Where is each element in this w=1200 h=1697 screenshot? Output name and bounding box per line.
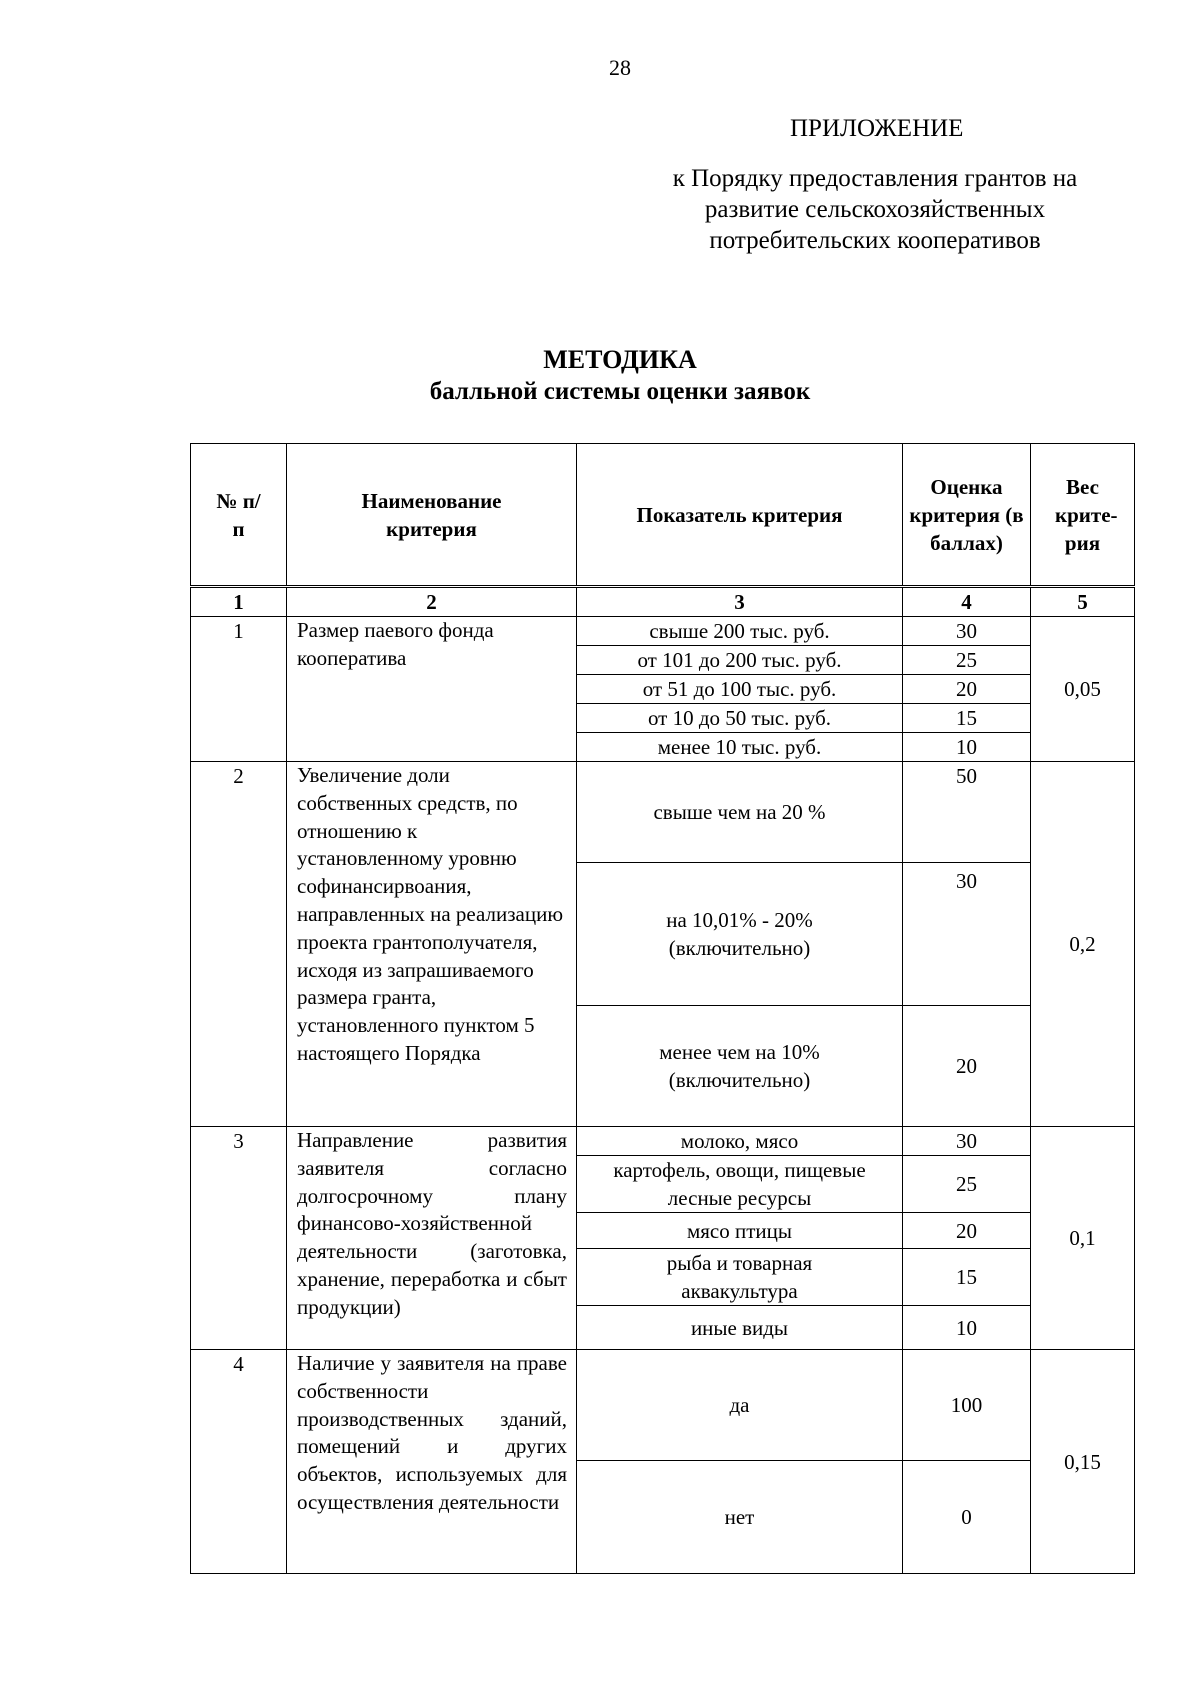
document-title: МЕТОДИКА xyxy=(543,345,697,374)
criterion-score: 100 xyxy=(903,1350,1031,1461)
criterion-score: 50 xyxy=(903,762,1031,863)
criterion-num: 1 xyxy=(191,617,287,762)
criterion-num: 4 xyxy=(191,1350,287,1574)
header-name: Наименование критерия xyxy=(287,444,577,586)
criterion-weight: 0,2 xyxy=(1031,762,1135,1127)
criterion-indicator: рыба и товарная аквакультура xyxy=(577,1249,903,1306)
table-row xyxy=(191,617,1135,646)
criterion-indicator: нет xyxy=(577,1461,903,1574)
header-score: Оценка критерия (в баллах) xyxy=(903,444,1031,586)
criterion-score: 30 xyxy=(903,617,1031,646)
appendix-reference: к Порядку предоставления грантов на развитие сельскохозяйственных потребительских кооперативов xyxy=(672,165,1078,254)
header-weight: Вес крите-рия xyxy=(1031,444,1135,586)
criterion-name: Наличие у заявителя на праве собственности производственных зданий, помещений и других объектов, используемых для осуществления деятельности xyxy=(287,1350,577,1574)
criterion-indicator: на 10,01% - 20% (включительно) xyxy=(577,863,903,1006)
criterion-num: 3 xyxy=(191,1127,287,1350)
criterion-score: 15 xyxy=(903,704,1031,733)
criterion-weight: 0,15 xyxy=(1031,1350,1135,1574)
criterion-indicator: менее 10 тыс. руб. xyxy=(577,733,903,762)
column-number: 4 xyxy=(903,588,1031,617)
criterion-score: 20 xyxy=(903,1006,1031,1127)
criterion-name: Направление развития заявителя согласно долгосрочному плану финансово-хозяйственной деятельности (заготовка, хранение, переработка и сбыт продукции) xyxy=(287,1127,577,1350)
column-number: 1 xyxy=(191,588,287,617)
table-row xyxy=(191,1350,1135,1461)
criterion-indicator: менее чем на 10% (включительно) xyxy=(577,1006,903,1127)
criterion-score: 20 xyxy=(903,1213,1031,1249)
page-number: 28 xyxy=(609,55,631,80)
criterion-score: 30 xyxy=(903,1127,1031,1156)
criterion-score: 10 xyxy=(903,1306,1031,1350)
criterion-indicator: мясо птицы xyxy=(577,1213,903,1249)
table-row xyxy=(191,762,1135,863)
criterion-indicator: от 10 до 50 тыс. руб. xyxy=(577,704,903,733)
document-subtitle: балльной системы оценки заявок xyxy=(429,378,811,405)
criterion-score: 20 xyxy=(903,675,1031,704)
criterion-weight: 0,1 xyxy=(1031,1127,1135,1350)
criterion-score: 0 xyxy=(903,1461,1031,1574)
column-number: 3 xyxy=(577,588,903,617)
criterion-score: 15 xyxy=(903,1249,1031,1306)
criterion-score: 25 xyxy=(903,646,1031,675)
criterion-indicator: да xyxy=(577,1350,903,1461)
criterion-indicator: иные виды xyxy=(577,1306,903,1350)
column-number: 2 xyxy=(287,588,577,617)
header-indicator: Показатель критерия xyxy=(577,444,903,586)
criterion-indicator: свыше 200 тыс. руб. xyxy=(577,617,903,646)
criterion-name: Увеличение доли собственных средств, по отношению к установленному уровню софинансирвоания, направленных на реализацию проекта грантополучателя, исходя из запрашиваемого размера гранта, установленного пунктом 5 настоящего Порядка xyxy=(287,762,577,1127)
criterion-indicator: картофель, овощи, пищевые лесные ресурсы xyxy=(577,1156,903,1213)
criterion-indicator: свыше чем на 20 % xyxy=(577,762,903,863)
table-header xyxy=(190,443,1135,586)
criterion-weight: 0,05 xyxy=(1031,617,1135,762)
header-num: № п/п xyxy=(191,444,287,586)
criterion-indicator: от 51 до 100 тыс. руб. xyxy=(577,675,903,704)
criterion-indicator: от 101 до 200 тыс. руб. xyxy=(577,646,903,675)
table-row xyxy=(191,1127,1135,1156)
column-number: 5 xyxy=(1031,588,1135,617)
criterion-score: 10 xyxy=(903,733,1031,762)
criterion-num: 2 xyxy=(191,762,287,1127)
criterion-score: 30 xyxy=(903,863,1031,1006)
criterion-name: Размер паевого фонда кооператива xyxy=(287,617,577,762)
criterion-score: 25 xyxy=(903,1156,1031,1213)
column-numbers-row xyxy=(191,588,1135,617)
criteria-table xyxy=(190,587,1135,1574)
appendix-title: ПРИЛОЖЕНИЕ xyxy=(790,115,964,142)
criterion-indicator: молоко, мясо xyxy=(577,1127,903,1156)
